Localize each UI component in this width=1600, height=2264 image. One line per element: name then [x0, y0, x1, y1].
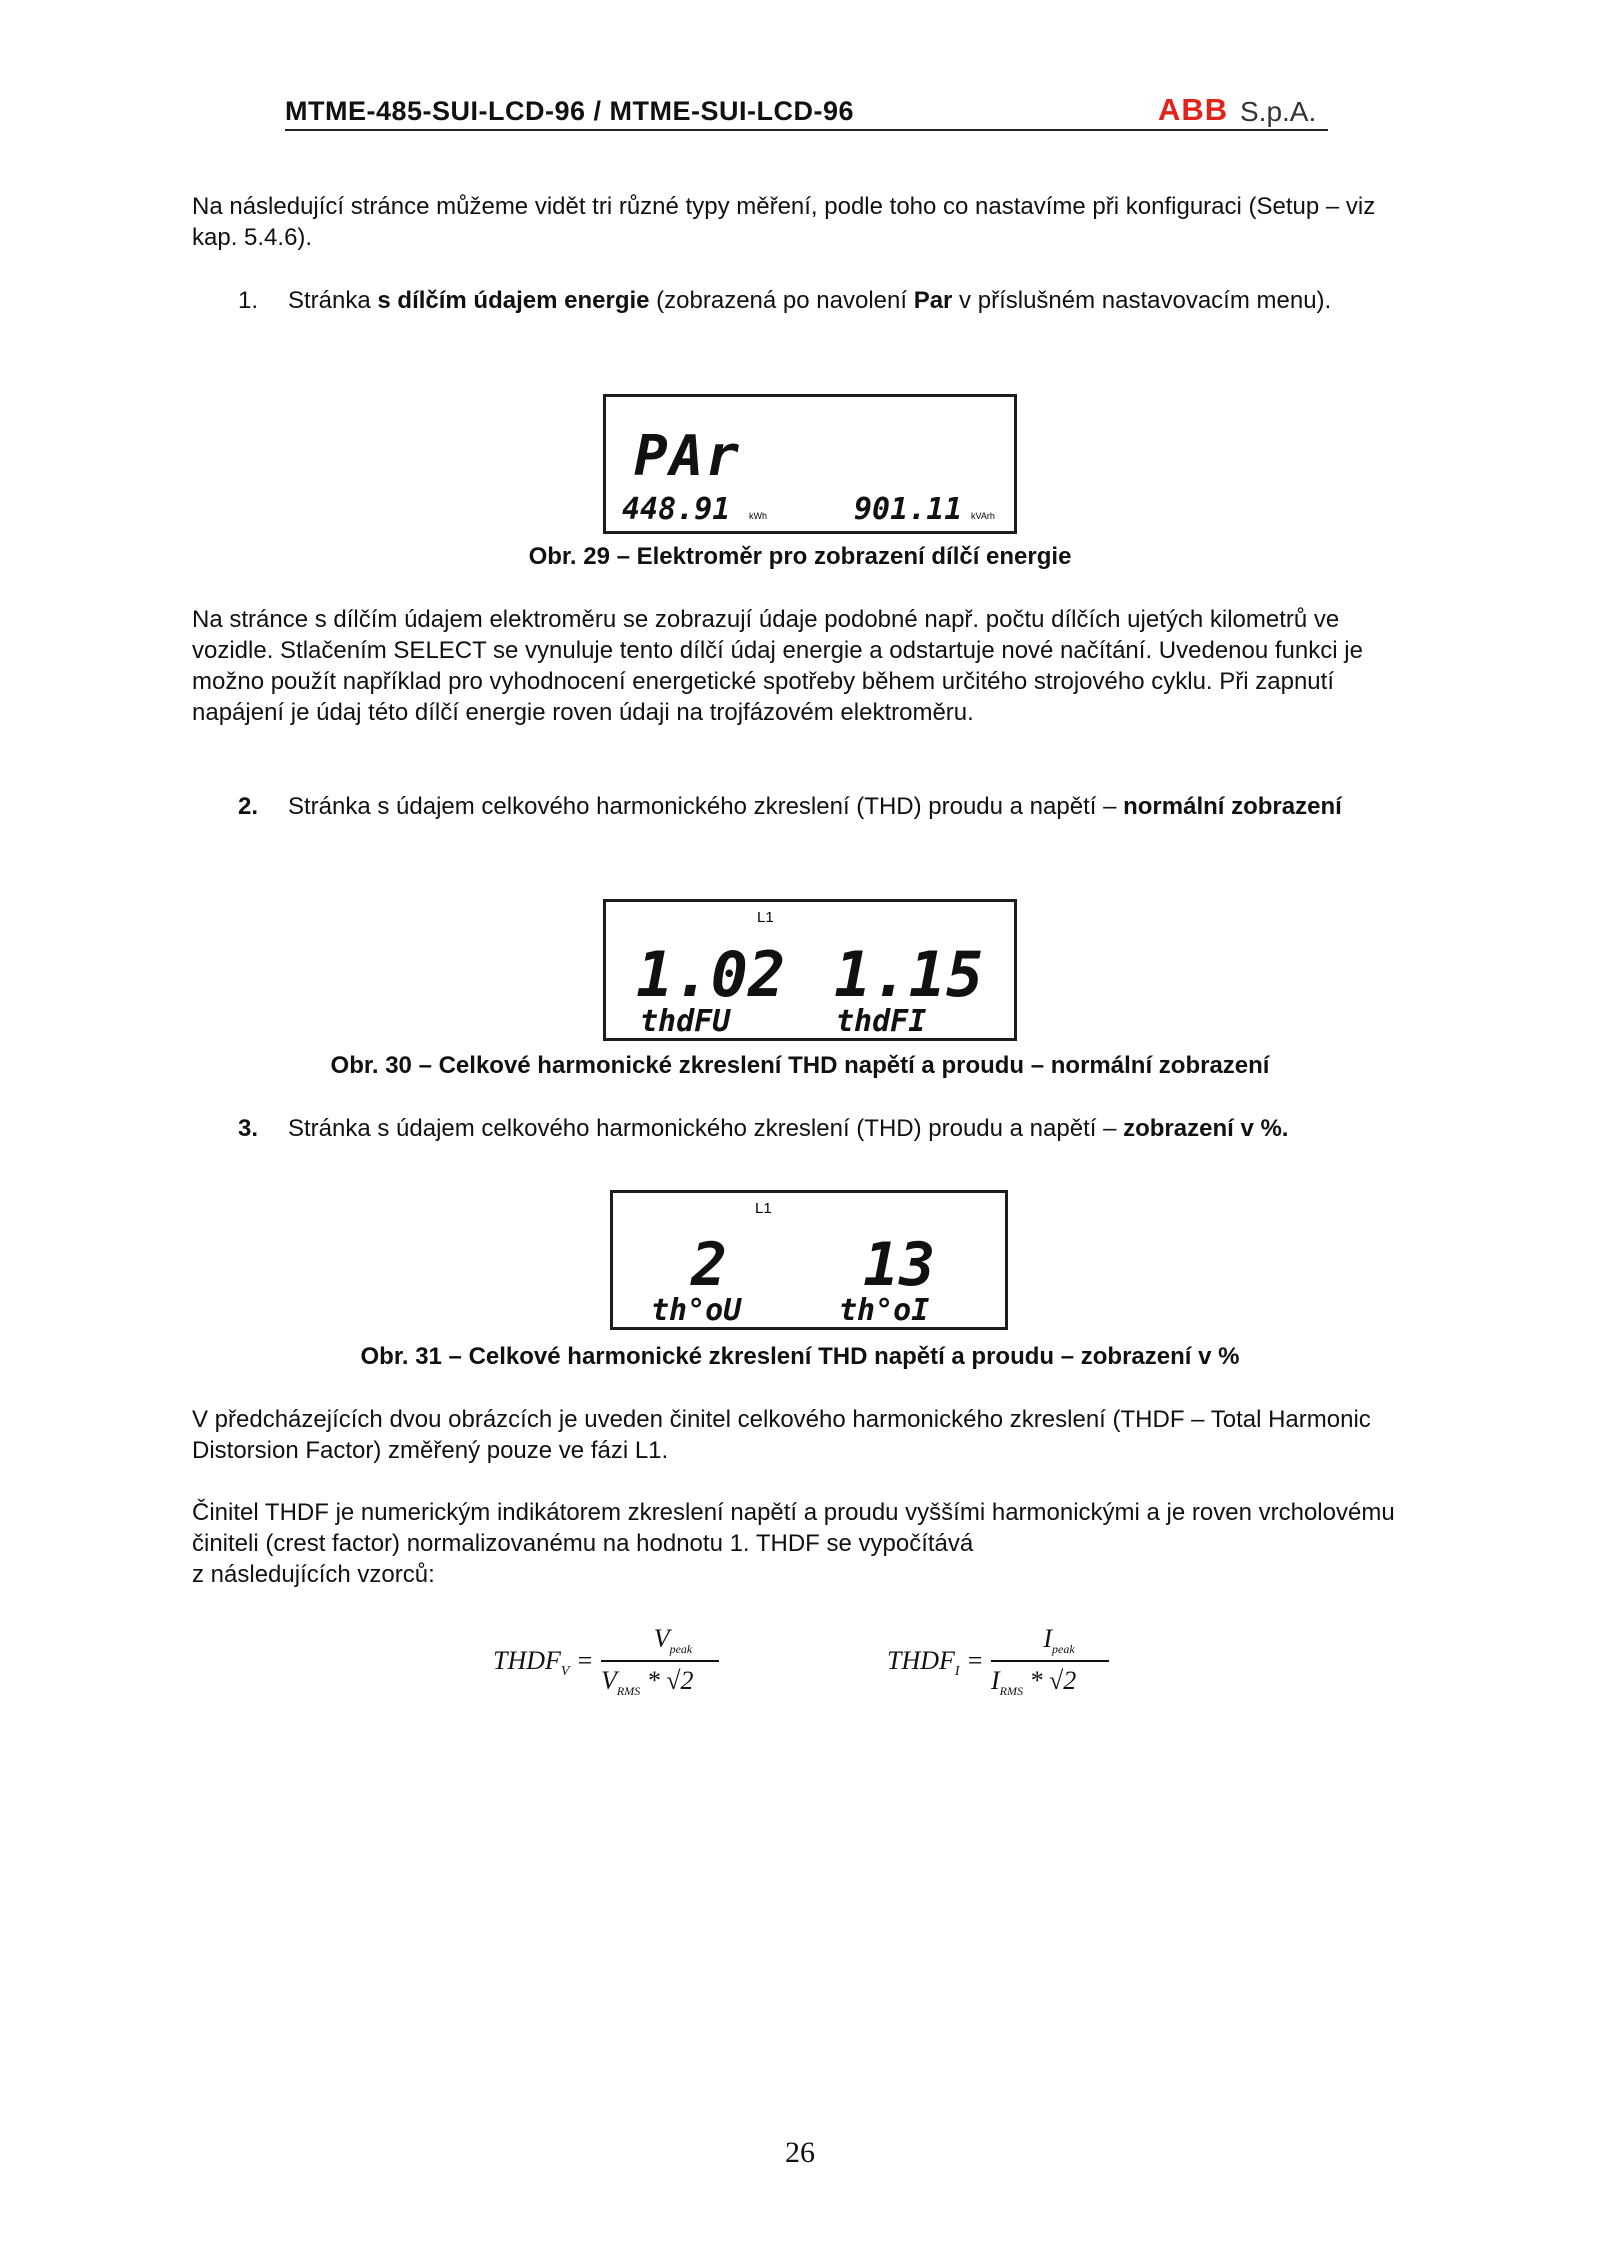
formula-i-fraction-bar	[991, 1660, 1109, 1662]
formula-v-lhs-subscript: V	[560, 1664, 570, 1680]
thdf-intro-paragraph: V předcházejících dvou obrázcích je uveden činitel celkového harmonického zkreslení (THDF – Total Harmonic Distorsion Factor) změřený pouze ve fázi L1.	[192, 1406, 1371, 1464]
lcd-phase-indicator: L1	[755, 1200, 772, 1217]
formula-v-numerator	[627, 1624, 719, 1657]
formula-thdf-current	[887, 1624, 1127, 1704]
formula-i-denominator	[991, 1666, 1121, 1699]
lcd-left-unit: kWh	[749, 511, 767, 521]
list-item-3-part: Stránka s údajem celkového harmonického zkreslení (THD) proudu a napětí –	[288, 1115, 1124, 1142]
list-item-3-emphasis: zobrazení v %.	[1123, 1115, 1289, 1142]
lcd-display-partial-energy	[603, 394, 1017, 534]
list-item-3-number: 3.	[238, 1115, 259, 1142]
lcd-right-unit: kVArh	[971, 511, 995, 521]
formula-v-den-sqrt: * √2	[646, 1666, 694, 1695]
list-item-1-part: v příslušném nastavovacím menu).	[952, 287, 1332, 314]
lcd-right-value: 901.11	[854, 492, 963, 527]
abb-logo: ABB	[1158, 92, 1229, 127]
formula-v-den-symbol: V	[601, 1666, 617, 1695]
list-item-1-emphasis: Par	[913, 287, 953, 314]
thdf-definition-text: Činitel THDF je numerickým indikátorem zkreslení napětí a proudu vyššími harmonickými a je roven vrcholovému činiteli (crest factor) normalizovanému na hodnotu 1. THDF se vypočítává	[192, 1499, 1395, 1557]
list-item-1-part: (zobrazená po navolení	[649, 287, 914, 314]
thdf-definition-paragraph	[192, 1497, 1417, 1590]
formula-i-den-symbol: I	[991, 1666, 1000, 1695]
formula-i-den-subscript: RMS	[999, 1684, 1023, 1699]
lcd-voltage-thd-value: 1.02	[636, 938, 786, 1011]
list-item-1-part: Stránka	[288, 287, 378, 314]
figure-31-caption: Obr. 31 – Celkové harmonické zkreslení THD napětí a proudu – zobrazení v %	[360, 1343, 1240, 1370]
list-item-2-part: Stránka s údajem celkového harmonického zkreslení (THD) proudu a napětí –	[288, 793, 1124, 820]
formula-i-lhs: $THDF_I$ =	[887, 1646, 984, 1680]
document-header-title: MTME-485-SUI-LCD-96 / MTME-SUI-LCD-96	[285, 96, 855, 126]
lcd-current-thd-label: thdFI	[836, 1004, 927, 1038]
formula-i-num-subscript: peak	[1052, 1642, 1075, 1657]
lcd-voltage-thd-percent: 2	[691, 1230, 728, 1300]
lcd-current-thd-percent: 13	[863, 1230, 936, 1300]
list-item-1-emphasis: s dílčím údajem energie	[377, 287, 650, 314]
list-item-1-number: 1.	[238, 287, 259, 314]
formula-v-fraction-bar	[601, 1660, 719, 1662]
list-item-3-text	[288, 1113, 1448, 1144]
list-item-2-emphasis: normální zobrazení	[1123, 793, 1342, 820]
formula-v-lhs: $THDF_V$ =	[493, 1646, 594, 1680]
lcd-left-value: 448.91	[622, 492, 731, 527]
formula-i-den-sqrt: * √2	[1029, 1666, 1077, 1695]
lcd-top-text: PAr	[634, 424, 742, 489]
thdf-definition-lead: z následujících vzorců:	[192, 1561, 435, 1588]
lcd-current-thd-value: 1.15	[834, 938, 984, 1011]
lcd-phase-indicator: L1	[757, 909, 774, 926]
lcd-display-thd-percent	[610, 1190, 1008, 1330]
figure-29-caption: Obr. 29 – Elektroměr pro zobrazení dílčí energie	[528, 543, 1072, 570]
formula-i-lhs-symbol: THDF	[887, 1646, 955, 1675]
lcd-voltage-percent-label: th°oU	[651, 1293, 742, 1327]
formula-i-num-symbol: I	[1043, 1624, 1052, 1653]
partial-energy-paragraph: Na stránce s dílčím údajem elektroměru se zobrazují údaje podobné např. počtu dílčích ujetých kilometrů ve vozidle. Stlačením SELECT se vynuluje tento dílčí údaj energie a odstartuje nové načítání. Uvedenou funkci je možno použít například pro vyhodnocení energetické spotřeby během určitého strojového cyklu. Při zapnutí napájení je údaj této dílčí energie roven údaji na trojfázovém elektroměru.	[192, 606, 1363, 726]
figure-30-caption: Obr. 30 – Celkové harmonické zkreslení THD napětí a proudu – normální zobrazení	[330, 1052, 1270, 1079]
formula-v-denominator	[601, 1666, 731, 1699]
header-divider	[285, 129, 1328, 131]
formula-i-numerator	[1009, 1624, 1109, 1657]
company-suffix: S.p.A.	[1240, 96, 1317, 127]
list-item-1-text	[288, 285, 1418, 316]
formula-v-den-subscript: RMS	[616, 1684, 641, 1699]
list-item-2-text	[288, 791, 1418, 822]
lcd-current-percent-label: th°oI	[839, 1293, 930, 1327]
intro-paragraph: Na následující stránce můžeme vidět tri různé typy měření, podle toho co nastavíme při konfiguraci (Setup – viz kap. 5.4.6).	[192, 193, 1376, 251]
formula-v-num-symbol: V	[653, 1624, 670, 1653]
formula-thdf-voltage	[493, 1624, 733, 1704]
formula-v-lhs-symbol: THDF	[493, 1646, 561, 1675]
lcd-display-thd-normal	[603, 899, 1017, 1041]
formula-i-lhs-subscript: I	[954, 1664, 960, 1680]
lcd-voltage-thd-label: thdFU	[640, 1004, 731, 1038]
page-number: 26	[785, 2136, 815, 2169]
list-item-2-number: 2.	[238, 793, 259, 820]
formula-v-num-subscript: peak	[669, 1642, 693, 1657]
